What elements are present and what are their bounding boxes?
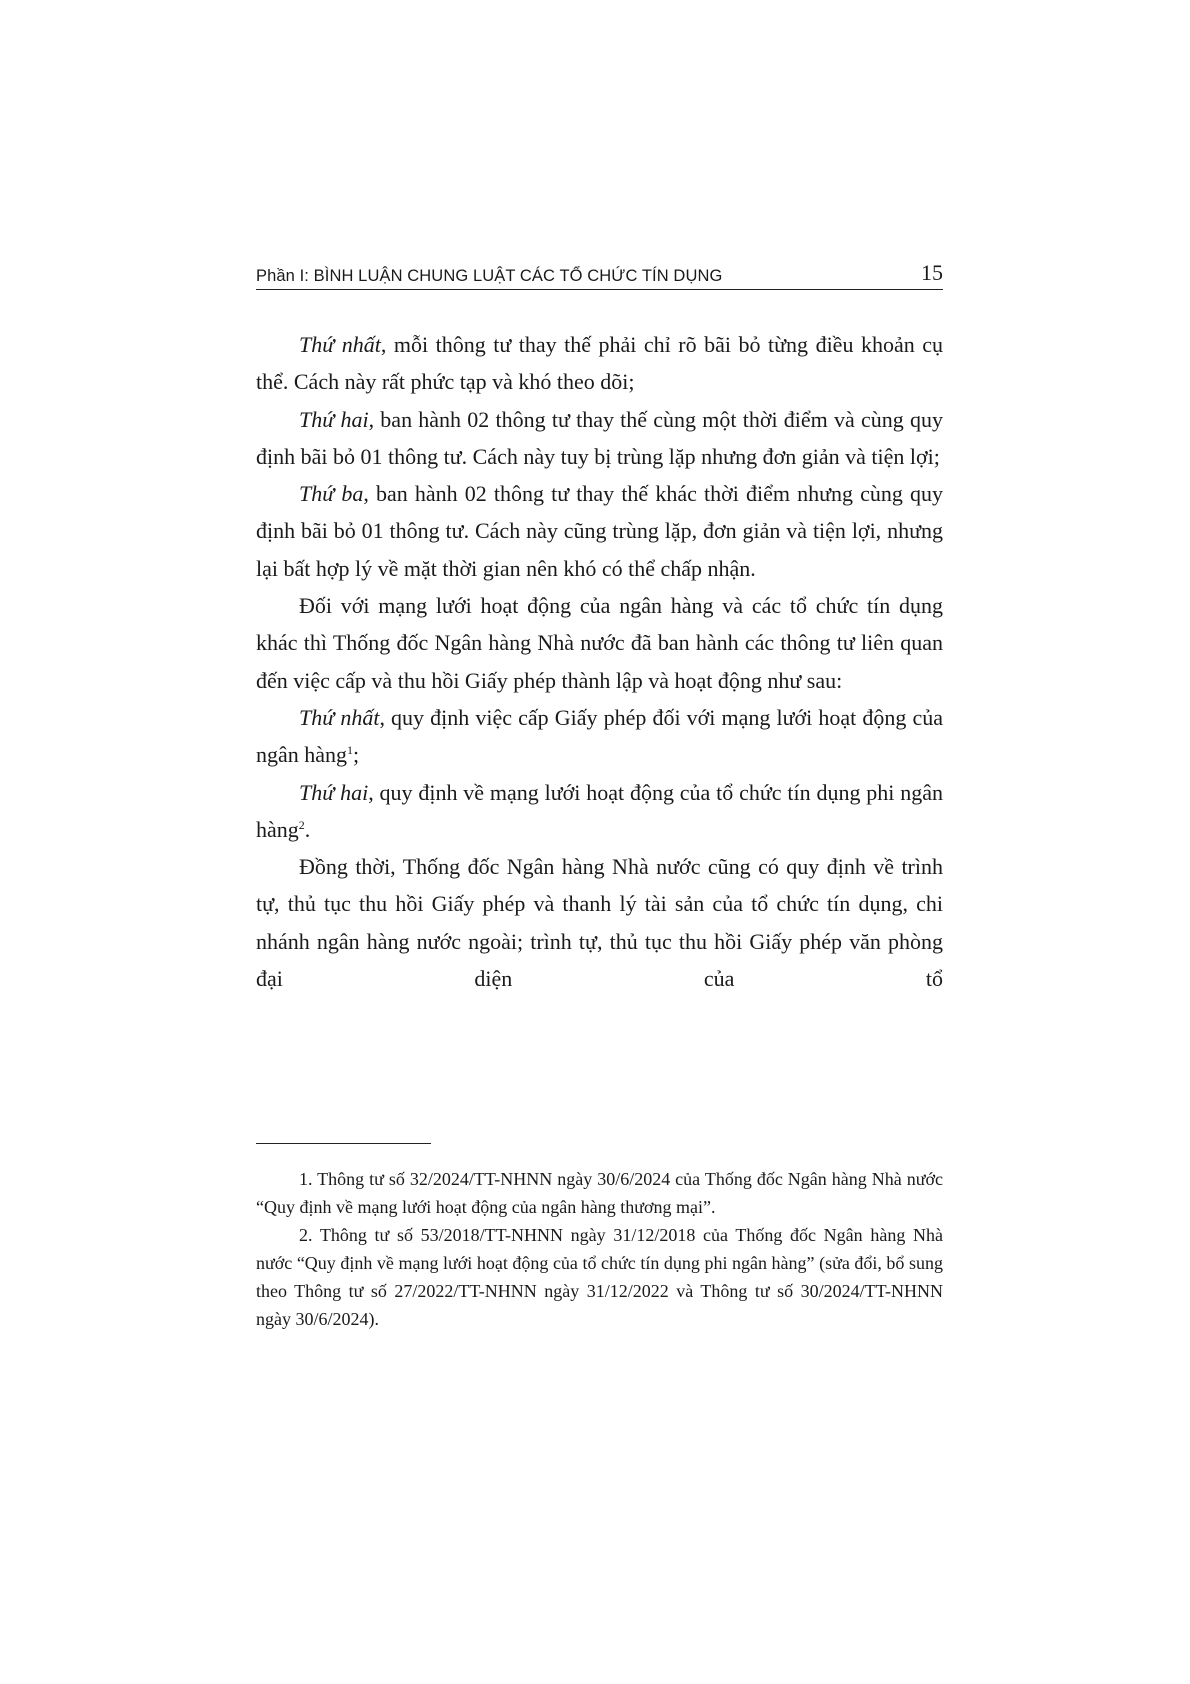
paragraph-text: , ban hành 02 thông tư thay thế khác thời điểm nhưng cùng quy định bãi bỏ 01 thông tư. Cách này cũng trùng lặp, đơn giản và tiện lợi, nhưng lại bất hợp lý về mặt thời gian nên khó có thể chấp nhận.	[256, 481, 944, 581]
header-title: Phần I: BÌNH LUẬN CHUNG LUẬT CÁC TỔ CHỨC TÍN DỤNG	[256, 267, 723, 285]
paragraph-text: Đối với mạng lưới hoạt động của ngân hàng và các tổ chức tín dụng khác thì Thống đốc Ngân hàng Nhà nước đã ban hành các thông tư liên quan đến việc cấp và thu hồi Giấy phép thành lập và hoạt động như sau:	[256, 593, 943, 693]
footnote-divider	[256, 1143, 431, 1144]
paragraph-text: , ban hành 02 thông tư thay thế cùng một thời điểm và cùng quy định bãi bỏ 01 thông tư. Cách này tuy bị trùng lặp nhưng đơn giản và tiện lợi;	[256, 406, 943, 469]
running-header	[256, 260, 943, 290]
paragraph-tail: .	[304, 816, 311, 842]
paragraph	[256, 587, 943, 699]
paragraph	[256, 475, 943, 587]
paragraph	[256, 326, 943, 401]
footnote: 1. Thông tư số 32/2024/TT-NHNN ngày 30/6/2024 của Thống đốc Ngân hàng Nhà nước “Quy định về mạng lưới hoạt động của ngân hàng thương mại”.	[256, 1169, 943, 1217]
footnote-ref[interactable]: 1	[347, 743, 354, 758]
paragraph-lead: Thứ hai	[299, 779, 369, 805]
paragraph-lead: Thứ ba	[299, 481, 364, 507]
paragraph	[256, 774, 943, 849]
paragraph	[256, 848, 943, 997]
page-number: 15	[921, 260, 943, 285]
body-text	[256, 326, 943, 997]
paragraph-lead: Thứ nhất	[299, 332, 381, 357]
paragraph	[256, 699, 943, 774]
footnote: 2. Thông tư số 53/2018/TT-NHNN ngày 31/12/2018 của Thống đốc Ngân hàng Nhà nước “Quy định về mạng lưới hoạt động của tổ chức tín dụng phi ngân hàng” (sửa đổi, bổ sung theo Thông tư số 27/2022/TT-NHNN ngày 31/12/2022 và Thông tư số 30/2024/TT-NHNN ngày 30/6/2024).	[256, 1225, 943, 1329]
paragraph-text: Đồng thời, Thống đốc Ngân hàng Nhà nước cũng có quy định về trình tự, thủ tục thu hồi Giấy phép và thanh lý tài sản của tổ chức tín dụng, chi nhánh ngân hàng nước ngoài; trình tự, thủ tục thu hồi Giấy phép văn phòng đại diện của tổ	[256, 854, 943, 992]
paragraph-tail: ;	[353, 742, 360, 768]
footnote-ref[interactable]: 2	[298, 817, 305, 832]
paragraph-lead: Thứ hai	[299, 406, 369, 432]
footnotes	[256, 1165, 943, 1333]
paragraph-text: , mỗi thông tư thay thế phải chỉ rõ bãi bỏ từng điều khoản cụ thể. Cách này rất phức tạp và khó theo dõi;	[256, 332, 943, 395]
paragraph-lead: Thứ nhất	[299, 704, 380, 730]
paragraph-text: , quy định về mạng lưới hoạt động của tổ chức tín dụng phi ngân hàng	[256, 779, 943, 842]
paragraph	[256, 401, 943, 476]
paragraph-text: , quy định việc cấp Giấy phép đối với mạng lưới hoạt động của ngân hàng	[256, 704, 943, 768]
